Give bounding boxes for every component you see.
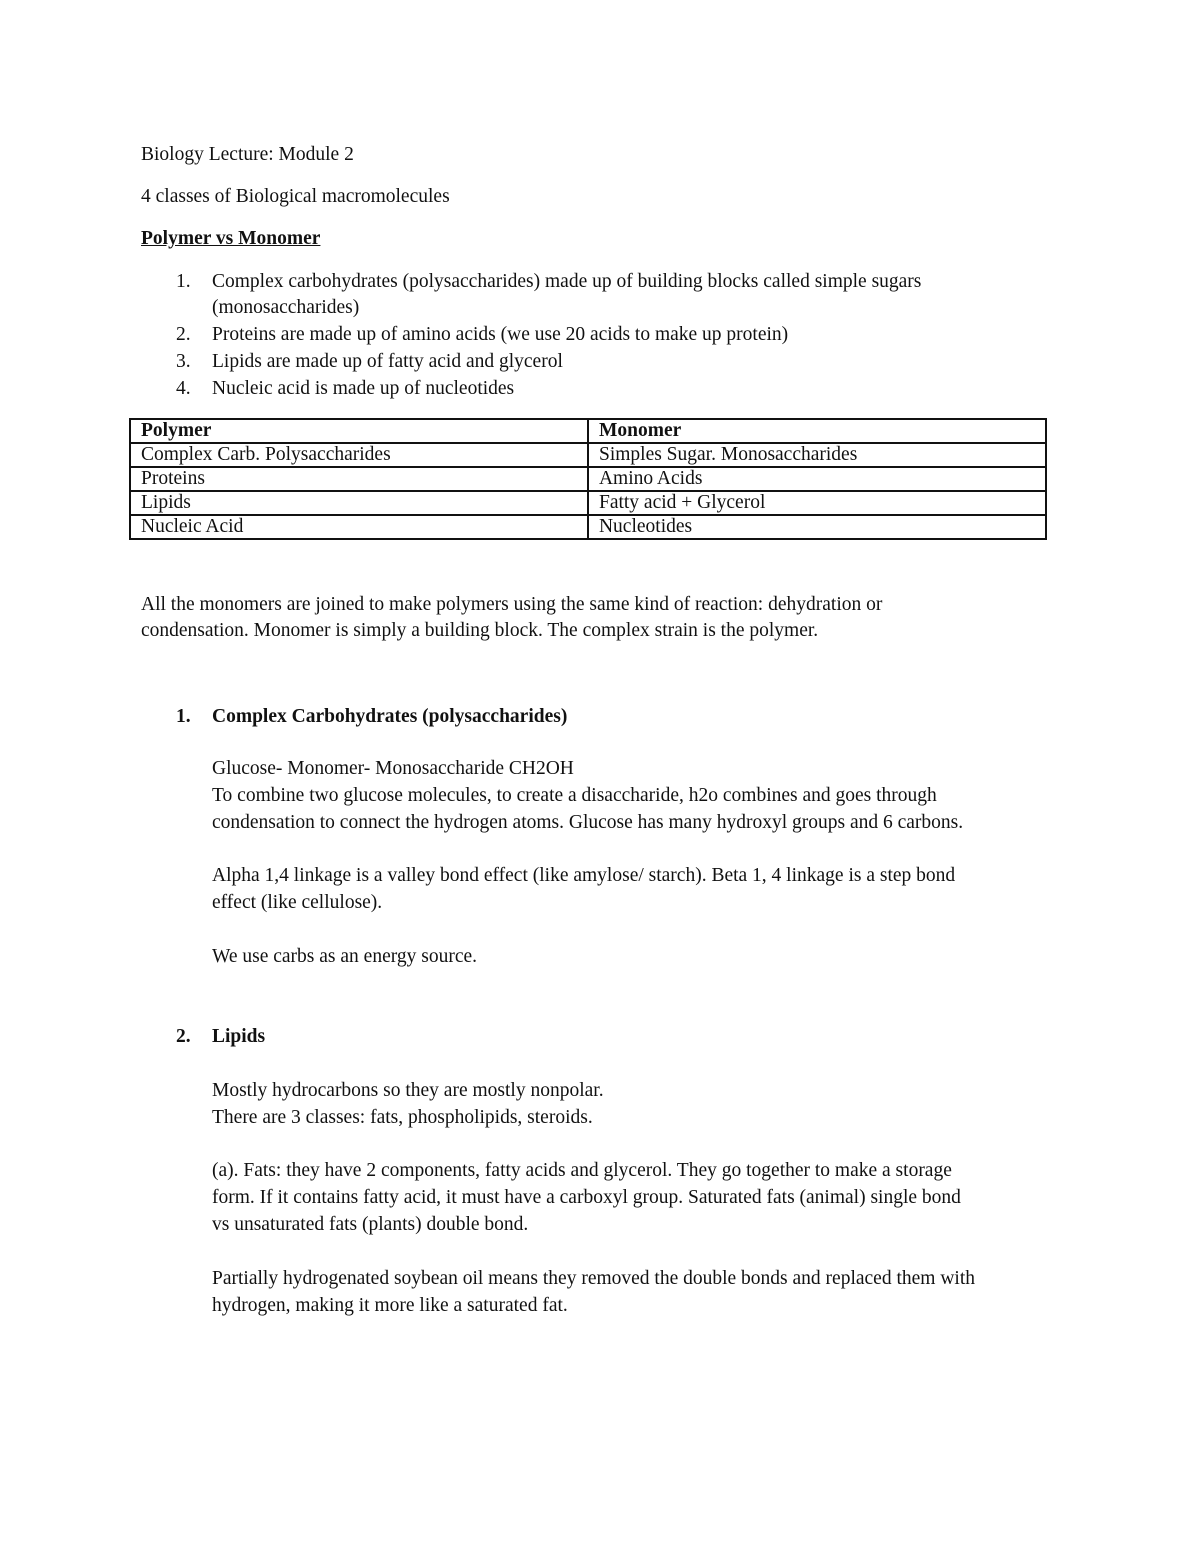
table-cell: Nucleotides bbox=[588, 515, 1046, 539]
section-heading-carbohydrates: Complex Carbohydrates (polysaccharides) bbox=[212, 706, 568, 727]
document-subtitle: 4 classes of Biological macromolecules bbox=[141, 186, 450, 207]
polymer-monomer-table bbox=[129, 418, 1047, 540]
table-cell: Proteins bbox=[130, 467, 588, 491]
paragraph-line: To combine two glucose molecules, to create a disaccharide, h2o combines and goes through bbox=[212, 785, 937, 806]
paragraph-line: vs unsaturated fats (plants) double bond. bbox=[212, 1214, 529, 1235]
list-item-text-continued: (monosaccharides) bbox=[212, 297, 360, 318]
paragraph-line: form. If it contains fatty acid, it must have a carboxyl group. Saturated fats (animal) single bond bbox=[212, 1187, 961, 1208]
paragraph-line: Partially hydrogenated soybean oil means they removed the double bonds and replaced them with bbox=[212, 1268, 975, 1289]
table-header-cell: Monomer bbox=[588, 419, 1046, 443]
section-number: 2. bbox=[176, 1026, 191, 1047]
paragraph-line: We use carbs as an energy source. bbox=[212, 946, 478, 967]
list-item-number: 2. bbox=[176, 324, 191, 345]
table-cell: Nucleic Acid bbox=[130, 515, 588, 539]
table-row bbox=[130, 467, 1046, 491]
table-row bbox=[130, 443, 1046, 467]
paragraph-line: All the monomers are joined to make polymers using the same kind of reaction: dehydration or bbox=[141, 594, 883, 615]
list-item-text: Lipids are made up of fatty acid and glycerol bbox=[212, 351, 563, 372]
document-title: Biology Lecture: Module 2 bbox=[141, 144, 354, 165]
paragraph-line: effect (like cellulose). bbox=[212, 892, 383, 913]
table-row bbox=[130, 491, 1046, 515]
list-item-number: 1. bbox=[176, 271, 191, 292]
paragraph-line: Alpha 1,4 linkage is a valley bond effect (like amylose/ starch). Beta 1, 4 linkage is a step bond bbox=[212, 865, 956, 886]
table-cell: Complex Carb. Polysaccharides bbox=[130, 443, 588, 467]
list-item-text: Complex carbohydrates (polysaccharides) made up of building blocks called simple sugars bbox=[212, 271, 922, 292]
section-number: 1. bbox=[176, 706, 191, 727]
paragraph-line: hydrogen, making it more like a saturated fat. bbox=[212, 1295, 568, 1316]
table-cell: Amino Acids bbox=[588, 467, 1046, 491]
paragraph-line: (a). Fats: they have 2 components, fatty acids and glycerol. They go together to make a storage bbox=[212, 1160, 952, 1181]
list-item-text: Proteins are made up of amino acids (we use 20 acids to make up protein) bbox=[212, 324, 789, 345]
paragraph-line: Mostly hydrocarbons so they are mostly nonpolar. bbox=[212, 1080, 604, 1101]
paragraph-line: Glucose- Monomer- Monosaccharide CH2OH bbox=[212, 758, 574, 779]
table-cell: Fatty acid + Glycerol bbox=[588, 491, 1046, 515]
table-header-row bbox=[130, 419, 1046, 443]
list-item-number: 4. bbox=[176, 378, 191, 399]
section-heading-polymer-vs-monomer: Polymer vs Monomer bbox=[141, 228, 321, 249]
list-item-number: 3. bbox=[176, 351, 191, 372]
table-cell: Simples Sugar. Monosaccharides bbox=[588, 443, 1046, 467]
paragraph-line: condensation to connect the hydrogen atoms. Glucose has many hydroxyl groups and 6 carbons. bbox=[212, 812, 964, 833]
table-cell: Lipids bbox=[130, 491, 588, 515]
list-item-text: Nucleic acid is made up of nucleotides bbox=[212, 378, 515, 399]
table-row bbox=[130, 515, 1046, 539]
paragraph-line: There are 3 classes: fats, phospholipids, steroids. bbox=[212, 1107, 593, 1128]
paragraph-line: condensation. Monomer is simply a building block. The complex strain is the polymer. bbox=[141, 620, 819, 641]
table-header-cell: Polymer bbox=[130, 419, 588, 443]
section-heading-lipids: Lipids bbox=[212, 1026, 266, 1047]
